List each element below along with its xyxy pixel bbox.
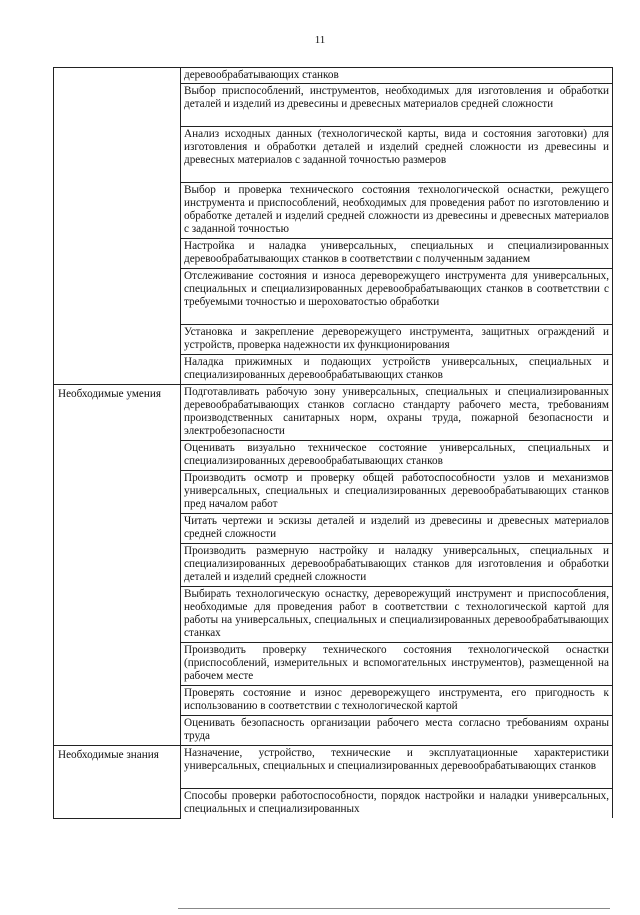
table-cell: Проверять состояние и износ дереворежущего инструмента, его пригодность к использованию в соответствии с технологической картой bbox=[181, 686, 613, 716]
table-cell: Установка и закрепление дереворежущего инструмента, защитных ограждений и устройств, проверка надежности их функционирования bbox=[181, 325, 613, 355]
table-row bbox=[54, 68, 613, 84]
table-row bbox=[54, 746, 613, 789]
table-cell: Анализ исходных данных (технологической карты, вида и состояния заготовки) для изготовления и обработки деталей и изделий средней сложности из древесины и древесных материалов с заданной точностью размеров bbox=[181, 127, 613, 183]
table-cell: Оценивать визуально техническое состояние универсальных, специальных и специализированных деревообрабатывающих станков bbox=[181, 441, 613, 471]
knowledge-label: Необходимые знания bbox=[54, 746, 181, 819]
table-cell: Подготавливать рабочую зону универсальных, специальных и специализированных деревообрабатывающих станков согласно стандарту рабочего места, требованиям производственных санитарных норм, охраны труда, пожарной безопасности и электробезопасности bbox=[181, 385, 613, 441]
table-cell: Производить проверку технического состояния технологической оснастки (приспособлений, измерительных и вспомогательных инструментов), размещенной на рабочем месте bbox=[181, 643, 613, 686]
table-cell: Оценивать безопасность организации рабочего места согласно требованиям охраны труда bbox=[181, 716, 613, 746]
row-label-empty bbox=[54, 68, 181, 385]
requirements-table bbox=[53, 67, 613, 819]
table-cell: Выбирать технологическую оснастку, дереворежущий инструмент и приспособления, необходимые для проведения работ в соответствии с технологической картой для работы на универсальных, специальных и специализированных деревообрабатывающих станках bbox=[181, 587, 613, 643]
table-cell: Производить осмотр и проверку общей работоспособности узлов и механизмов универсальных, специальных и специализированных деревообрабатывающих станков пред началом работ bbox=[181, 471, 613, 514]
skills-label: Необходимые умения bbox=[54, 385, 181, 746]
table-cell: Наладка прижимных и подающих устройств универсальных, специальных и специализированных деревообрабатывающих станков bbox=[181, 355, 613, 385]
page-number: 11 bbox=[314, 34, 326, 46]
table-cell: Настройка и наладка универсальных, специальных и специализированных деревообрабатывающих станков в соответствии с полученным заданием bbox=[181, 239, 613, 269]
table-cell: Выбор приспособлений, инструментов, необходимых для изготовления и обработки деталей и изделий из древесины и древесных материалов средней сложности bbox=[181, 84, 613, 127]
table-cell: Отслеживание состояния и износа дереворежущего инструмента для универсальных, специальных и специализированных деревообрабатывающих станков в соответствии с требуемыми точностью и шероховатостью обработки bbox=[181, 269, 613, 325]
table-cell: Производить размерную настройку и наладку универсальных, специальных и специализированных деревообрабатывающих станков для изготовления и обработки деталей и изделий средней сложности bbox=[181, 544, 613, 587]
table-cell: Способы проверки работоспособности, порядок настройки и наладки универсальных, специальных и специализированных bbox=[181, 789, 613, 819]
table-row bbox=[54, 385, 613, 441]
bottom-rule bbox=[178, 908, 610, 909]
table-cell: Читать чертежи и эскизы деталей и изделий из древесины и древесных материалов средней сложности bbox=[181, 514, 613, 544]
table-cell: деревообрабатывающих станков bbox=[181, 68, 613, 84]
table-cell: Назначение, устройство, технические и эксплуатационные характеристики универсальных, специальных и специализированных деревообрабатывающих станков bbox=[181, 746, 613, 789]
table-cell: Выбор и проверка технического состояния технологической оснастки, режущего инструмента и приспособлений, необходимых для проведения работ по изготовлению и обработке деталей и изделий средней сложности из древесины и древесных материалов с заданной точностью bbox=[181, 183, 613, 239]
